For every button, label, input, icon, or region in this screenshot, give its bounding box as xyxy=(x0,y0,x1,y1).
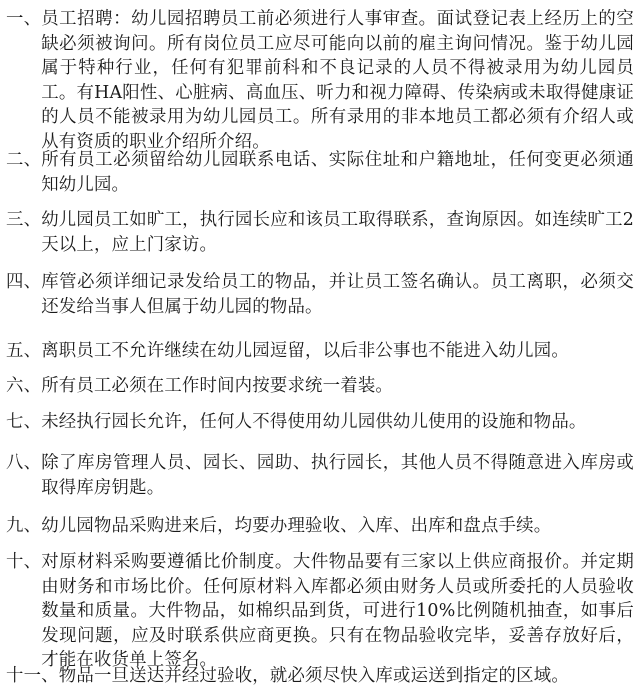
rule-text: 幼儿园物品采购进来后，均要办理验收、入库、出库和盘点手续。 xyxy=(41,516,552,536)
rule-number: 十、 xyxy=(6,552,42,572)
rule-item-6 xyxy=(6,374,634,399)
rule-number: 五、 xyxy=(6,341,42,361)
rule-text: 所有员工必须留给幼儿园联系电话、实际住址和户籍地址，任何变更必须通知幼儿园。 xyxy=(41,150,634,195)
rule-text: 离职员工不允许继续在幼儿园逗留，以后非公事也不能进入幼儿园。 xyxy=(41,341,569,361)
rule-text: 除了库房管理人员、园长、园助、执行园长，其他人员不得随意进入库房或取得库房钥匙。 xyxy=(41,453,634,498)
rule-text: 物品一旦送达并经过验收，就必须尽快入库或运送到指定的区域。 xyxy=(58,666,569,686)
rule-item-9 xyxy=(6,514,634,539)
rule-number: 六、 xyxy=(6,376,42,396)
rule-number: 九、 xyxy=(6,516,42,536)
rule-text: 幼儿园员工如旷工，执行园长应和该员工取得联系，查询原因。如连续旷工2天以上，应上门家访。 xyxy=(41,210,634,255)
rule-text: 库管必须详细记录发给员工的物品，并让员工签名确认。员工离职，必须交还发给当事人但属于幼儿园的物品。 xyxy=(41,272,634,317)
rule-text: 对原材料采购要遵循比价制度。大件物品要有三家以上供应商报价。并定期由财务和市场比价。任何原材料入库都必须由财务人员或所委托的人员验收数量和质量。大件物品，如棉织品到货，可进行10%比例随机抽查，如事后发现问题，应及时联系供应商更换。只有在物品验收完毕，妥善存放好后，才能在收货单上签名。 xyxy=(41,552,634,671)
rule-item-5 xyxy=(6,339,634,364)
rule-text: 员工招聘：幼儿园招聘员工前必须进行人事审查。面试登记表上经历上的空缺必须被询问。所有岗位员工应尽可能向以前的雇主询问情况。鉴于幼儿园属于特种行业，任何有犯罪前科和不良记录的人员不得被录用为幼儿园员工。有HA阳性、心脏病、高血压、听力和视力障碍、传染病或未取得健康证的人员不能被录用为幼儿园员工。所有录用的非本地员工都必须有介绍人或从有资质的职业介绍所介绍。 xyxy=(41,9,634,152)
rule-item-1 xyxy=(6,7,634,155)
rule-item-4 xyxy=(6,270,634,319)
rule-item-8 xyxy=(6,451,634,500)
rule-text: 所有员工必须在工作时间内按要求统一着装。 xyxy=(41,376,394,396)
rule-text: 未经执行园长允许，任何人不得使用幼儿园供幼儿使用的设施和物品。 xyxy=(41,412,587,432)
rule-number: 三、 xyxy=(6,210,42,230)
rule-item-2 xyxy=(6,148,634,197)
rule-item-3 xyxy=(6,208,634,257)
rule-number: 一、 xyxy=(6,9,42,29)
rule-item-7 xyxy=(6,410,634,435)
rule-number: 十一、 xyxy=(6,666,59,686)
rule-number: 七、 xyxy=(6,412,42,432)
rule-number: 四、 xyxy=(6,272,42,292)
rule-item-10 xyxy=(6,550,634,673)
rule-item-11 xyxy=(6,664,634,689)
rule-number: 二、 xyxy=(6,150,42,170)
rule-number: 八、 xyxy=(6,453,42,473)
